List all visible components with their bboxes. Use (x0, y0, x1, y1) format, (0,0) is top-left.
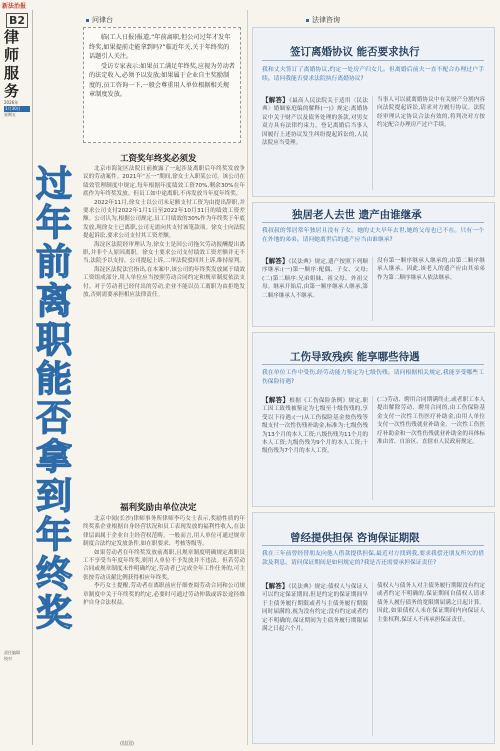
bullet-icon (306, 19, 309, 22)
article-title-2: 福利奖励由单位决定 (120, 503, 197, 513)
column-label-law: 法律咨询 (306, 15, 340, 25)
card-lead-2: 我叔叔的邻居常年独居且没有子女。她的丈夫早年去世,她的父母也已不在。只有一个在外地的弟弟。请问她离世后的遗产应当由谁继承? (262, 228, 484, 243)
section-title: 律师服务 (4, 28, 20, 100)
issue-date: 2026年 1月30日 星期五 (4, 100, 30, 118)
divider (372, 396, 373, 500)
card-answer-2b: 没有第一顺序继承人继承的,由第二顺序继承人继承。因此,该老人的遗产应由其弟弟作为第二顺序继承人依法继承。 (377, 258, 485, 281)
divider (262, 222, 484, 223)
card-title-1: 签订离婚协议 能否要求执行 (290, 46, 420, 58)
card-answer-4b: 债权人与债务人对主债务履行期限没有约定或者约定不明确的,保证期间自债权人请求债务人履行债务的宽限期届满之日起计算。因此,如果债权人未在保证期间内向保证人主张权利,保证人不再承担保证责任。 (377, 583, 485, 623)
divider (262, 545, 484, 546)
card-lead-3: 我在单位工作中受伤,经劳动能力鉴定为七级伤残。请问根据相关规定,我能享受哪些工伤保险待遇? (262, 370, 484, 385)
divider (372, 582, 373, 736)
byline: (陆国) (120, 741, 134, 747)
card-answer-1b: 当事人可以就离婚协议中有关财产分割内容向法院提起诉讼,请求对方履行协议。法院经审理认定协议合法有效的,将判决对方按约定配合办理房产过户手续。 (377, 97, 485, 129)
card-lead-4: 我在三年前曾经替朋友向他人借款提供担保,最近对方找到我,要求我偿还朋友所欠的借款及利息。请问保证期间是如何规定的?我是否还需要承担保证责任? (262, 551, 484, 566)
page-number: B2 (6, 14, 28, 27)
divider (262, 364, 484, 365)
article-body-2: 北京中闻(长沙)律师事务所律师李巧女士表示,奖励性质的年终奖系企业根据自身经营状况和员工表现发放的福利性收入,在法律层面属于企业自主经营权范畴。一般而言,用人单位可通过规章制度合法约定发放条件,如在职要求、考核等级等。 如果劳动者在年终奖发放前离职,且规章制度明确规定离职员工不享受当年度年终奖,则用人单位不予发放并不违法。但若劳动合同或规章制度未作明确约定,劳动者已完成全年工作任务的,可主张按劳动贡献比例获得相应年终奖。 李巧女士提醒,劳动者在离职前应仔细查阅劳动合同和公司规章制度中关于年终奖的约定,必要时可通过劳动仲裁或诉讼途径维护自身合法权益。 (83, 516, 245, 607)
column-label-qa: 问律台 (86, 15, 113, 25)
divider (32, 10, 33, 745)
divider (372, 257, 373, 321)
card-answer-3b: (二)劳动、聘用合同期满终止,或者职工本人提出解除劳动、聘用合同的,由工伤保险基金支付一次性工伤医疗补助金,由用人单位支付一次性伤残就业补助金。一次性工伤医疗补助金和一次性伤残就业补助金的具体标准由省、自治区、直辖市人民政府规定。 (377, 397, 485, 446)
main-headline: 过 年 前 离 职 能 否 拿 到 年终奖 (36, 163, 73, 634)
card-answer-4a: 【解答】《民法典》规定:债权人与保证人可以约定保证期间,但是约定的保证期间早于主债务履行期限或者与主债务履行期限同时届满的,视为没有约定;没有约定或者约定不明确的,保证期间为主债务履行期限届满之日起六个月。 (262, 582, 368, 633)
card-answer-3a: 【解答】根据《工伤保险条例》规定,职工因工致残被鉴定为七级至十级伤残的,享受以下待遇:(一)从工伤保险基金按伤残等级支付一次性伤残补助金,标准为:七级伤残为13个月的本人工资;八级伤残为11个月的本人工资;九级伤残为9个月的本人工资;十级伤残为7个月的本人工资。 (262, 396, 368, 455)
card-title-4: 曾经提供担保 咨询保证期限 (290, 532, 420, 544)
card-title-2: 独居老人去世 遗产由谁继承 (292, 209, 422, 221)
article-body-1: 北京市海淀区法院日前披露了一起涉及离职后年终奖发放争议的劳动案件。2021年“五一”期间,徐女士入职某公司。该公司在绩效管理制度中规定,每年根据年度绩效工资70%,剩余30%在年底作为年终奖发放。但员工如中途离职,不再发放当年度年终奖。 2022年11月,徐女士以公司未足额支付工资为由提出辞职,并要求公司支付2022年1月1日至2022年10月31日的绩效工资差额。公司认为,根据公司规定,员工月绩效的30%作为年终奖于年底发放,现徐女士已离职,公司无需向其支付该笔款项。徐女士向法院提起诉讼,要求公司支付其工资差额。 海淀区法院经审理认为,徐女士是因公司拖欠劳动报酬提出离职,并非个人原因离职。徐女士要求公司支付绩效工资差额并无不当,法院予以支持。公司提起上诉,二审法院驳回其上诉,维持原判。 海淀区法院法官指出,在本案中,该公司的年终奖发放属于绩效工资组成部分,用人单位应当按照劳动合同约定和规章制度依法支付。对于劳动者已经付出的劳动,企业不能以员工离职为由拒绝发放,否则需要承担相应法律责任。 (83, 166, 245, 299)
editor-notes: 责任编辑 校对 (4, 650, 20, 661)
article-title-1: 工资奖年终奖必须发 (120, 154, 197, 164)
reader-question-box: 临(工人日报)报道,“年前离职,但公司过年才发年终奖,如果提前走能拿到吗?”临近年关,关于年终奖的话题引人关注。 受访专家表示:如果员工满足年终奖,应视为劳动者的法定收入,必须予以发放;如果属于企业自主奖励制度的,员工咨询一下,一般会尊重用人单位根据相关规章制度发放。 (83, 27, 241, 143)
card-title-3: 工伤导致残疾 能享哪些待遇 (290, 351, 420, 363)
divider (262, 60, 484, 61)
paper-name: 新法治报 (2, 3, 27, 10)
card-lead-1: 我和丈夫签订了离婚协议,约定一处房产归女儿。但离婚后前夫一直不配合办理过户手续。请问我能否要求法院执行离婚协议? (262, 67, 484, 82)
card-answer-1a: 【解答】《最高人民法院关于适用〈民法典〉婚姻家庭编的解释(一)》规定:离婚协议中关于财产以及债务处理的条款,对男女双方具有法律约束力。登记离婚后当事人因履行上述协议发生纠纷提起诉讼的,人民法院应当受理。 (262, 96, 368, 147)
divider (247, 10, 248, 745)
card-answer-2a: 【解答】《民法典》规定,遗产按照下列顺序继承:(一)第一顺序:配偶、子女、父母;(二)第二顺序:兄弟姐妹、祖父母、外祖父母。继承开始后,由第一顺序继承人继承,第二顺序继承人不继承。 (262, 257, 368, 299)
bullet-icon (86, 19, 89, 22)
divider (372, 96, 373, 190)
